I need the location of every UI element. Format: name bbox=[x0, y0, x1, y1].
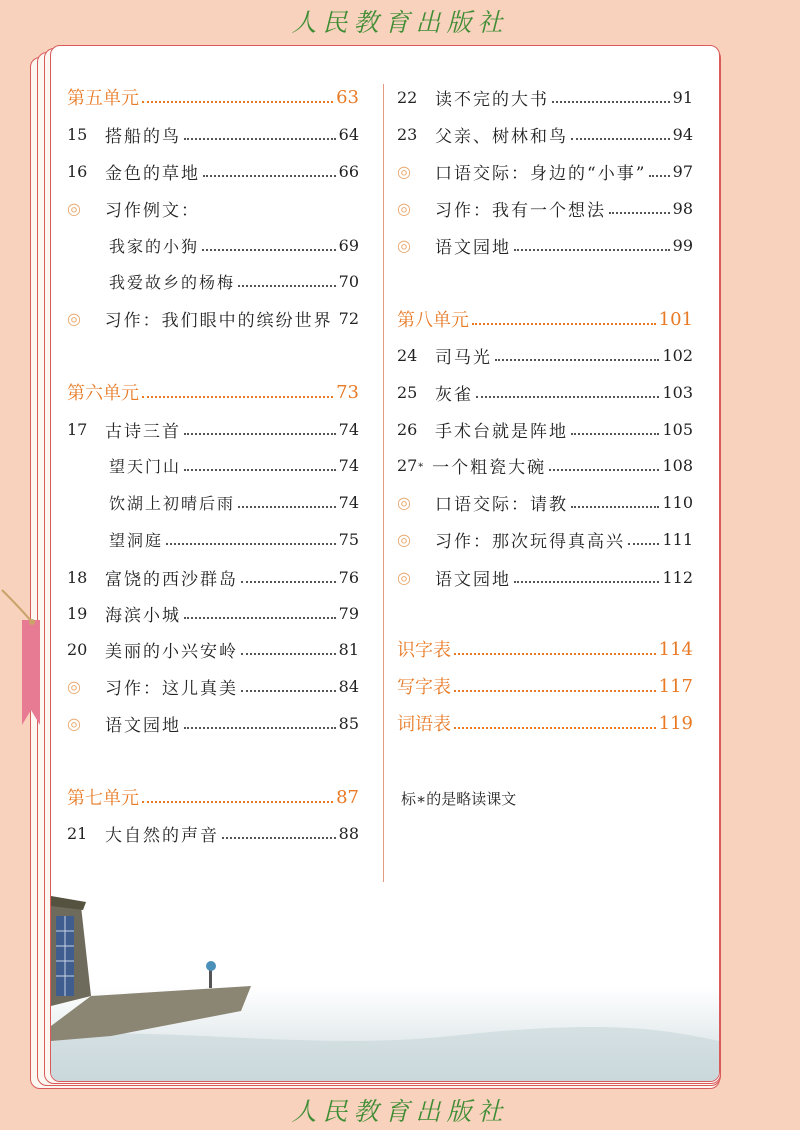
toc-entry[interactable] bbox=[67, 489, 359, 515]
entry-title: 手术台就是阵地 bbox=[435, 421, 568, 442]
page-number: 88 bbox=[338, 823, 359, 843]
toc-section-heading[interactable] bbox=[67, 84, 359, 110]
entry-title: 我爱故乡的杨梅 bbox=[109, 272, 236, 292]
bullet-circle-icon: ◎ bbox=[397, 492, 411, 512]
toc-page bbox=[50, 45, 720, 1082]
dot-leader bbox=[454, 727, 656, 729]
page-number: 75 bbox=[338, 529, 359, 549]
toc-entry[interactable] bbox=[67, 268, 359, 294]
entry-title: 第七单元 bbox=[67, 788, 139, 809]
entry-title: 第六单元 bbox=[67, 383, 139, 404]
dot-leader bbox=[552, 101, 670, 103]
page-number: 64 bbox=[338, 124, 359, 144]
dot-leader bbox=[241, 581, 336, 583]
bullet-circle-icon: ◎ bbox=[397, 567, 411, 587]
kingfisher-bird bbox=[206, 961, 216, 971]
dot-leader bbox=[454, 690, 656, 692]
toc-entry[interactable] bbox=[67, 232, 359, 258]
entry-title: 海滨小城 bbox=[105, 605, 181, 626]
dot-leader bbox=[238, 285, 336, 287]
dot-leader bbox=[166, 543, 336, 545]
lesson-number: 20 bbox=[67, 639, 88, 659]
entry-title: 灰雀 bbox=[435, 384, 473, 405]
toc-entry[interactable] bbox=[67, 673, 359, 699]
page-number: 102 bbox=[662, 345, 693, 365]
lesson-number: 19 bbox=[67, 603, 88, 623]
lesson-number: 27 bbox=[397, 455, 418, 475]
entry-title: 古诗三首 bbox=[105, 421, 181, 442]
dot-leader bbox=[649, 175, 669, 177]
toc-entry[interactable] bbox=[397, 379, 693, 405]
entry-title: 父亲、树林和鸟 bbox=[435, 126, 568, 147]
dot-leader bbox=[222, 837, 336, 839]
toc-entry[interactable] bbox=[67, 600, 359, 626]
dot-leader bbox=[549, 469, 659, 471]
dot-leader bbox=[203, 175, 336, 177]
page-number: 74 bbox=[338, 492, 359, 512]
entry-title: 习作：这儿真美 bbox=[105, 678, 238, 699]
dot-leader bbox=[142, 396, 333, 398]
page-number: 76 bbox=[338, 567, 359, 587]
lesson-number: 23 bbox=[397, 124, 418, 144]
entry-title: 一个粗瓷大碗 bbox=[432, 457, 547, 478]
dot-leader bbox=[241, 690, 336, 692]
page-number: 79 bbox=[338, 603, 359, 623]
dot-leader bbox=[202, 249, 336, 251]
entry-title: 望洞庭 bbox=[109, 530, 164, 550]
entry-title: 读不完的大书 bbox=[435, 89, 549, 110]
bullet-circle-icon: ◎ bbox=[67, 713, 81, 733]
entry-title: 司马光 bbox=[435, 347, 492, 368]
dot-leader bbox=[514, 581, 659, 583]
entry-title: 金色的草地 bbox=[105, 163, 200, 184]
page-number: 91 bbox=[672, 87, 693, 107]
toc-entry[interactable] bbox=[397, 564, 693, 590]
page-number: 94 bbox=[672, 124, 693, 144]
boat-post bbox=[209, 968, 212, 988]
lesson-number: 16 bbox=[67, 161, 88, 181]
entry-title: 我家的小狗 bbox=[109, 236, 200, 256]
toc-entry[interactable] bbox=[397, 342, 693, 368]
bookmark-string bbox=[0, 588, 40, 628]
dot-leader bbox=[142, 101, 333, 103]
entry-title: 习作：我们眼中的缤纷世界 bbox=[104, 310, 333, 331]
dot-leader bbox=[472, 323, 656, 325]
toc-entry[interactable] bbox=[397, 526, 693, 552]
bullet-circle-icon: ◎ bbox=[67, 308, 81, 328]
toc-entry[interactable] bbox=[67, 121, 359, 147]
bullet-circle-icon: ◎ bbox=[67, 198, 81, 218]
bookmark-ribbon bbox=[22, 620, 40, 725]
lesson-number: 26 bbox=[397, 419, 418, 439]
dot-leader bbox=[571, 138, 670, 140]
page-number: 63 bbox=[336, 86, 359, 108]
lesson-number: 24 bbox=[397, 345, 418, 365]
toc-entry[interactable] bbox=[67, 452, 359, 478]
page-number: 117 bbox=[658, 675, 693, 697]
lesson-number: 17 bbox=[67, 419, 88, 439]
dot-leader bbox=[571, 506, 659, 508]
toc-entry[interactable] bbox=[67, 526, 359, 552]
page-number: 101 bbox=[658, 308, 693, 330]
toc-entry[interactable] bbox=[67, 710, 359, 736]
page-number: 103 bbox=[662, 382, 693, 402]
entry-title: 语文园地 bbox=[435, 237, 511, 258]
entry-title: 搭船的鸟 bbox=[105, 126, 181, 147]
toc-entry[interactable] bbox=[397, 158, 693, 184]
footnote: 标∗的是略读课文 bbox=[401, 790, 517, 808]
page-number: 81 bbox=[338, 639, 359, 659]
dot-leader bbox=[476, 396, 659, 398]
dot-leader bbox=[495, 359, 659, 361]
dot-leader bbox=[609, 212, 670, 214]
toc-entry[interactable] bbox=[397, 416, 693, 442]
entry-title: 富饶的西沙群岛 bbox=[105, 569, 238, 590]
entry-title: 口语交际：身边的“小事” bbox=[435, 163, 647, 184]
entry-title: 习作：我有一个想法 bbox=[435, 200, 606, 221]
entry-title: 语文园地 bbox=[435, 569, 511, 590]
toc-entry[interactable] bbox=[397, 232, 693, 258]
toc-entry[interactable] bbox=[397, 489, 693, 515]
dot-leader bbox=[454, 653, 656, 655]
toc-entry[interactable] bbox=[67, 820, 359, 846]
toc-section-heading[interactable] bbox=[67, 784, 359, 810]
entry-title: 第八单元 bbox=[397, 310, 469, 331]
lesson-number: 15 bbox=[67, 124, 88, 144]
dot-leader bbox=[142, 801, 333, 803]
toc-entry[interactable] bbox=[397, 121, 693, 147]
entry-title: 词语表 bbox=[397, 714, 451, 735]
page-number: 108 bbox=[662, 455, 693, 475]
toc-entry[interactable] bbox=[67, 564, 359, 590]
lesson-number: 18 bbox=[67, 567, 88, 587]
page-number: 87 bbox=[336, 786, 359, 808]
page-number: 119 bbox=[658, 712, 693, 734]
toc-section-heading[interactable] bbox=[397, 673, 693, 699]
entry-title: 习作：那次玩得真高兴 bbox=[435, 531, 625, 552]
bullet-circle-icon: ◎ bbox=[397, 161, 411, 181]
entry-title: 习作例文： bbox=[105, 200, 200, 221]
bullet-circle-icon: ◎ bbox=[67, 676, 81, 696]
toc-section-heading[interactable] bbox=[397, 636, 693, 662]
toc-entry[interactable] bbox=[67, 158, 359, 184]
entry-title: 美丽的小兴安岭 bbox=[105, 641, 238, 662]
toc-section-heading[interactable] bbox=[67, 379, 359, 405]
toc-entry[interactable] bbox=[67, 636, 359, 662]
page-number: 73 bbox=[336, 381, 359, 403]
dot-leader bbox=[184, 138, 336, 140]
page-number: 69 bbox=[338, 235, 359, 255]
publisher-footer: 人民教育出版社 bbox=[291, 1097, 509, 1126]
page-number: 97 bbox=[672, 161, 693, 181]
page-number: 74 bbox=[338, 419, 359, 439]
dot-leader bbox=[238, 506, 336, 508]
entry-title: 饮湖上初晴后雨 bbox=[109, 493, 236, 513]
page-number: 74 bbox=[338, 455, 359, 475]
toc-section-heading[interactable] bbox=[397, 710, 693, 736]
page-number: 99 bbox=[672, 235, 693, 255]
toc-entry[interactable] bbox=[397, 195, 693, 221]
toc-entry[interactable] bbox=[67, 416, 359, 442]
page-number: 85 bbox=[338, 713, 359, 733]
toc-entry[interactable] bbox=[397, 84, 693, 110]
entry-title: 写字表 bbox=[397, 677, 451, 698]
dot-leader bbox=[514, 249, 670, 251]
entry-title: 识字表 bbox=[397, 640, 451, 661]
dot-leader bbox=[184, 727, 336, 729]
lesson-number: 21 bbox=[67, 823, 88, 843]
page-number: 112 bbox=[662, 567, 693, 587]
entry-title: 口语交际：请教 bbox=[435, 494, 568, 515]
lesson-number: 25 bbox=[397, 382, 418, 402]
column-divider bbox=[383, 84, 384, 882]
toc-section-heading[interactable] bbox=[397, 306, 693, 332]
page-number: 105 bbox=[662, 419, 693, 439]
bullet-circle-icon: ◎ bbox=[397, 529, 411, 549]
page-number: 114 bbox=[658, 638, 693, 660]
dot-leader bbox=[184, 469, 336, 471]
entry-title: 大自然的声音 bbox=[105, 825, 219, 846]
dot-leader bbox=[571, 433, 659, 435]
boat-scene-illustration bbox=[51, 876, 719, 1081]
entry-title: 语文园地 bbox=[105, 715, 181, 736]
dot-leader bbox=[241, 653, 336, 655]
bullet-circle-icon: ◎ bbox=[397, 235, 411, 255]
bullet-circle-icon: ◎ bbox=[397, 198, 411, 218]
toc-entry[interactable] bbox=[67, 305, 359, 331]
page-number: 110 bbox=[662, 492, 693, 512]
page-number: 70 bbox=[338, 271, 359, 291]
entry-title: 望天门山 bbox=[109, 456, 182, 476]
toc-entry[interactable] bbox=[397, 452, 693, 478]
entry-title: 第五单元 bbox=[67, 88, 139, 109]
dot-leader bbox=[628, 543, 659, 545]
page-number: 84 bbox=[338, 676, 359, 696]
page-number: 98 bbox=[672, 198, 693, 218]
publisher-header: 人民教育出版社 bbox=[291, 8, 509, 37]
page-number: 72 bbox=[338, 308, 359, 328]
dot-leader bbox=[184, 617, 336, 619]
page-number: 111 bbox=[662, 529, 693, 549]
skim-reading-star: ∗ bbox=[417, 459, 425, 471]
toc-entry[interactable] bbox=[67, 195, 359, 221]
lesson-number: 22 bbox=[397, 87, 418, 107]
page-number: 66 bbox=[338, 161, 359, 181]
dot-leader bbox=[184, 433, 336, 435]
